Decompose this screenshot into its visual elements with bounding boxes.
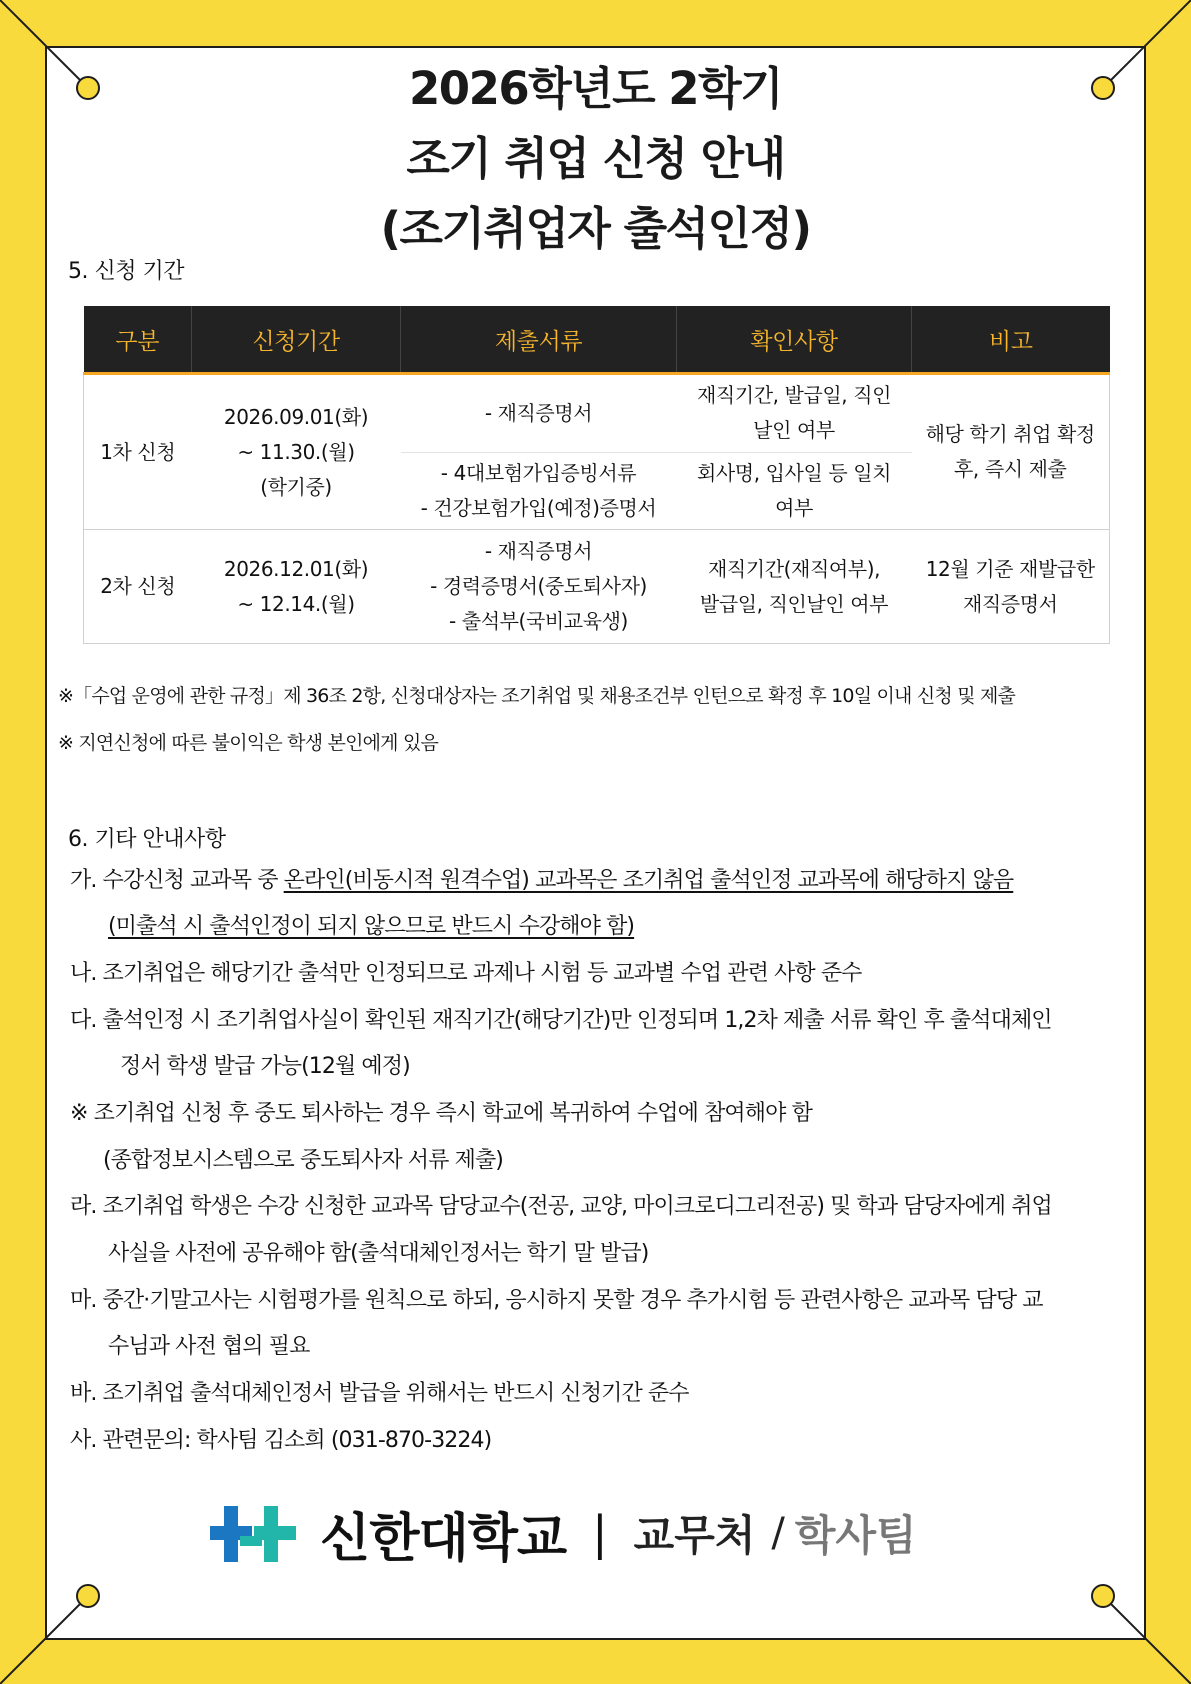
remark-line: 재직증명서	[962, 591, 1058, 616]
round1-period	[192, 374, 401, 530]
remark-line: 후, 즉시 제출	[954, 457, 1067, 482]
check-line: 여부	[775, 495, 813, 520]
page-title	[0, 54, 1191, 264]
header-period: 신청기간	[192, 306, 401, 374]
title-line-2: 조기 취업 신청 안내	[406, 132, 785, 185]
round2-period	[192, 530, 401, 644]
notice-warning-continued: (종합정보시스템으로 중도퇴사자 서류 제출)	[103, 1148, 503, 1173]
notice-item-ba: 바. 조기취업 출석대체인정서 발급을 위해서는 반드시 신청기간 준수	[70, 1381, 689, 1406]
header-remarks: 비고	[912, 306, 1110, 374]
late-application-note: ※ 지연신청에 따른 불이익은 학생 본인에게 있음	[58, 732, 439, 754]
notice-ra-continued: 사실을 사전에 공유해야 함(출석대체인정서는 학기 말 발급)	[108, 1241, 649, 1266]
round2-check	[677, 530, 912, 644]
doc-item: - 4대보험가입증빙서류	[440, 460, 637, 485]
notice-item-sa: 사. 관련문의: 학사팀 김소희 (031-870-3224)	[70, 1428, 492, 1453]
notice-item-ga	[70, 867, 1013, 895]
remark-line: 해당 학기 취업 확정	[925, 422, 1095, 447]
notice-warning: ※ 조기취업 신청 후 중도 퇴사하는 경우 즉시 학교에 복귀하여 수업에 참여해야 함	[70, 1101, 812, 1126]
round2-docs	[401, 530, 677, 644]
round1-period-note: (학기중)	[260, 474, 332, 499]
table-row	[84, 530, 1110, 644]
notice-ga-prefix: 가. 수강신청 교과목 중	[70, 868, 284, 893]
team-name: 학사팀	[794, 1511, 917, 1560]
title-line-3: (조기취업자 출석인정)	[380, 202, 811, 255]
header-category: 구분	[84, 306, 192, 374]
doc-item: - 재직증명서	[484, 539, 593, 564]
title-line-1: 2026학년도 2학기	[408, 62, 783, 115]
section-5-heading: 5. 신청 기간	[68, 259, 184, 284]
remark-line: 12월 기준 재발급한	[925, 556, 1095, 581]
round1-docs-b	[401, 452, 677, 530]
round1-period-end: ~ 11.30.(월)	[237, 439, 355, 464]
doc-item: - 재직증명서	[484, 400, 593, 425]
check-line: 회사명, 입사일 등 일치	[696, 460, 892, 485]
notice-ma-continued: 수님과 사전 협의 필요	[108, 1334, 310, 1359]
department-name: 교무처	[633, 1511, 756, 1560]
notice-da-continued: 정서 학생 발급 가능(12월 예정)	[120, 1054, 410, 1079]
university-name: 신한대학교	[320, 1508, 567, 1569]
notice-item-da: 다. 출석인정 시 조기취업사실이 확인된 재직기간(해당기간)만 인정되며 1,2차 제출 서류 확인 후 출석대체인	[70, 1008, 1052, 1033]
schedule-table	[83, 306, 1110, 644]
doc-item: - 건강보험가입(예정)증명서	[420, 495, 657, 520]
logo-separator: |	[592, 1506, 608, 1560]
round1-check-a	[677, 374, 912, 453]
notice-item-ra: 라. 조기취업 학생은 수강 신청한 교과목 담당교수(전공, 교양, 마이크로디그리전공) 및 학과 담당자에게 취업	[70, 1194, 1052, 1219]
header-documents: 제출서류	[401, 306, 677, 374]
doc-item: - 출석부(국비교육생)	[449, 609, 628, 634]
check-line: 재직기간, 발급일, 직인	[696, 383, 892, 408]
round2-period-end: ~ 12.14.(월)	[237, 591, 355, 616]
header-checks: 확인사항	[677, 306, 912, 374]
round2-period-start: 2026.12.01(화)	[223, 556, 369, 581]
table-row	[84, 374, 1110, 453]
check-line: 재직기간(재직여부),	[707, 556, 881, 581]
regulation-note: ※「수업 운영에 관한 규정」제 36조 2항, 신청대상자는 조기취업 및 채용조건부 인턴으로 확정 후 10일 이내 신청 및 제출	[58, 685, 1016, 707]
round1-docs-a	[401, 374, 677, 453]
round1-label: 1차 신청	[84, 374, 192, 530]
university-emblem-icon	[210, 1500, 296, 1566]
notice-ga-continued: (미출석 시 출석인정이 되지 않으므로 반드시 수강해야 함)	[108, 914, 635, 939]
doc-item: - 경력증명서(중도퇴사자)	[430, 574, 647, 599]
notice-item-na: 나. 조기취업은 해당기간 출석만 인정되므로 과제나 시험 등 교과별 수업 관련 사항 준수	[70, 961, 862, 986]
check-line: 발급일, 직인날인 여부	[699, 591, 889, 616]
table-header-row	[84, 306, 1110, 374]
section-6-heading: 6. 기타 안내사항	[68, 827, 226, 852]
round1-period-start: 2026.09.01(화)	[223, 404, 369, 429]
logo-slash: /	[771, 1510, 785, 1556]
university-logo	[210, 1500, 917, 1569]
notice-ga-underlined: 온라인(비동시적 원격수업) 교과목은 조기취업 출석인정 교과목에 해당하지 않음	[283, 868, 1014, 893]
round1-remark	[912, 374, 1110, 530]
round2-label: 2차 신청	[84, 530, 192, 644]
notice-item-ma: 마. 중간·기말고사는 시험평가를 원칙으로 하되, 응시하지 못할 경우 추가시험 등 관련사항은 교과목 담당 교	[70, 1288, 1043, 1313]
check-line: 날인 여부	[753, 418, 835, 443]
round1-check-b	[677, 452, 912, 530]
round2-remark	[912, 530, 1110, 644]
